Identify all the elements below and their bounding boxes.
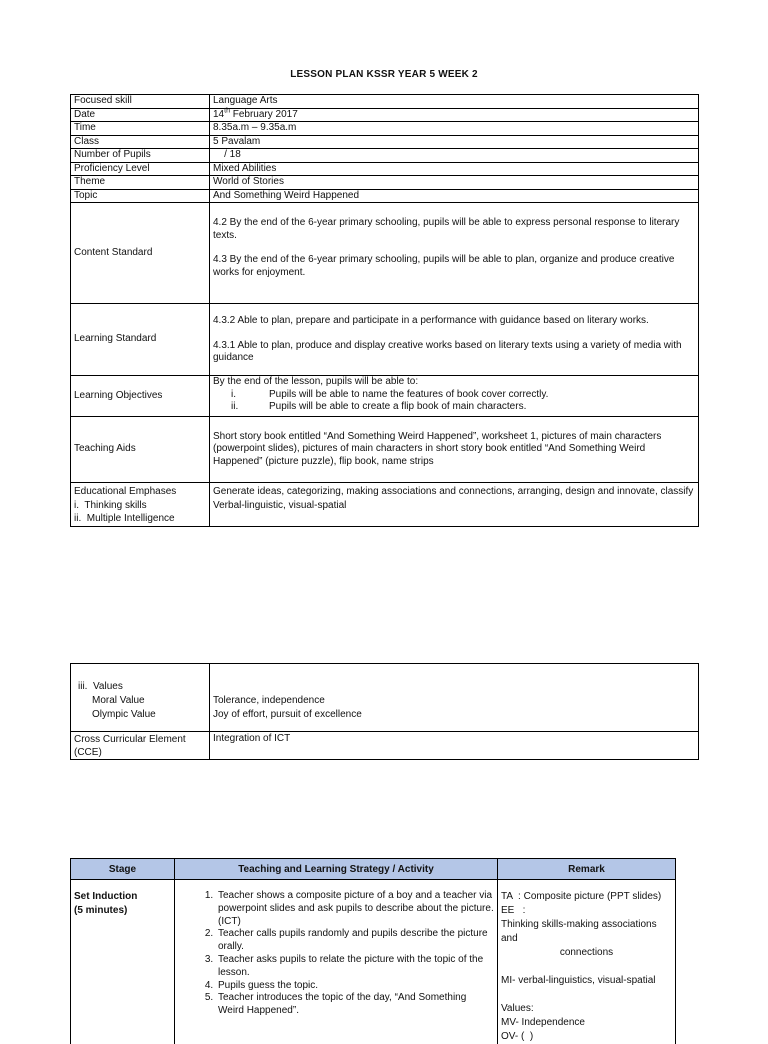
educational-emphases-value: Generate ideas, categorizing, making associations and connections, arranging, design and innovate, classify Verbal-linguistic, visual-spatial [210,483,699,527]
date-label: Date [71,108,210,122]
activity-header: Teaching and Learning Strategy / Activity [175,859,498,880]
content-standard-item: 4.2 By the end of the 6-year primary schooling, pupils will be able to express personal response to literary texts. [213,217,695,242]
table-row [71,483,699,527]
class-value: 5 Pavalam [210,135,699,149]
content-standard-item: 4.3 By the end of the 6-year primary schooling, pupils will be able to plan, organize and produce creative works for enjoyment. [213,254,695,279]
proficiency-value: Mixed Abilities [210,162,699,176]
activity-cell [175,880,498,1044]
date-day: 14 [213,109,224,120]
table-row [71,417,699,483]
list-item: 1. Teacher shows a composite picture of a boy and a teacher via powerpoint slides and ask pupils to describe about the picture. (ICT) [216,890,494,928]
time-value: 8.35a.m – 9.35a.m [210,122,699,136]
learning-objectives-intro: By the end of the lesson, pupils will be able to: [213,376,695,389]
content-standard-label: Content Standard [71,203,210,304]
values-table [70,663,699,760]
content-standard-value [210,203,699,304]
values-label: iii. Values Moral Value Olympic Value [71,664,210,732]
date-value [210,108,699,122]
thinking-skills-label: i. Thinking skills [74,499,206,513]
learning-standard-value [210,304,699,376]
table-row [71,189,699,203]
cce-label: Cross Curricular Element (CCE) [71,732,210,760]
table-row [71,664,699,732]
focused-skill-label: Focused skill [71,95,210,109]
table-row [71,95,699,109]
table-row [71,108,699,122]
multiple-intelligence-label: ii. Multiple Intelligence [74,512,206,526]
date-suffix: th [224,107,230,114]
list-item: 4. Pupils guess the topic. [216,980,494,993]
date-rest: February 2017 [230,109,298,120]
table-row [71,304,699,376]
values-value: Tolerance, independence Joy of effort, pursuit of excellence [210,664,699,732]
class-label: Class [71,135,210,149]
learning-objectives-value [210,376,699,417]
pupils-value: / 18 [210,149,699,163]
list-item: 3. Teacher asks pupils to relate the picture with the topic of the lesson. [216,954,494,980]
table-row [71,162,699,176]
list-item: 5. Teacher introduces the topic of the day, “And Something Weird Happened”. [216,992,494,1018]
list-item: i. Pupils will be able to name the features of book cover correctly. [217,389,695,402]
stage-header: Stage [71,859,175,880]
table-row [71,732,699,760]
learning-standard-label: Learning Standard [71,304,210,376]
list-item: ii. Pupils will be able to create a flip book of main characters. [217,401,695,414]
proficiency-label: Proficiency Level [71,162,210,176]
list-item: 2. Teacher calls pupils randomly and pupils describe the picture orally. [216,928,494,954]
theme-value: World of Stories [210,176,699,190]
table-row [71,149,699,163]
lesson-info-table [70,94,699,527]
remark-header: Remark [498,859,676,880]
cce-value: Integration of ICT [210,732,699,760]
educational-emphases-label: Educational Emphases i. Thinking skills ii. Multiple Intelligence [71,483,210,527]
learning-standard-item: 4.3.2 Able to plan, prepare and participate in a performance with guidance based on literary works. [213,315,695,328]
topic-label: Topic [71,189,210,203]
teaching-aids-label: Teaching Aids [71,417,210,483]
table-row [71,176,699,190]
stage-cell: Set Induction (5 minutes) [71,880,175,1044]
table-row [71,135,699,149]
table-row [71,880,676,1044]
topic-value: And Something Weird Happened [210,189,699,203]
pupils-label: Number of Pupils [71,149,210,163]
table-row [71,203,699,304]
focused-skill-value: Language Arts [210,95,699,109]
learning-standard-item: 4.3.1 Able to plan, produce and display creative works based on literary texts using a variety of media with guidance [213,340,695,365]
table-row [71,122,699,136]
time-label: Time [71,122,210,136]
table-header-row [71,859,676,880]
learning-objectives-label: Learning Objectives [71,376,210,417]
table-row [71,376,699,417]
page-title: LESSON PLAN KSSR YEAR 5 WEEK 2 [0,68,768,81]
theme-label: Theme [71,176,210,190]
activity-table [70,858,676,1044]
teaching-aids-value: Short story book entitled “And Something Weird Happened”, worksheet 1, pictures of main characters (powerpoint slides), pictures of main characters in short story book entitled “And Something Weird Happened” (picture puzzle), flip book, name strips [210,417,699,483]
remark-cell: TA : Composite picture (PPT slides) EE : Thinking skills-making associations and connections MI- verbal-linguistics, visual-spatial Values: MV- Independence OV- ( ) [498,880,676,1044]
